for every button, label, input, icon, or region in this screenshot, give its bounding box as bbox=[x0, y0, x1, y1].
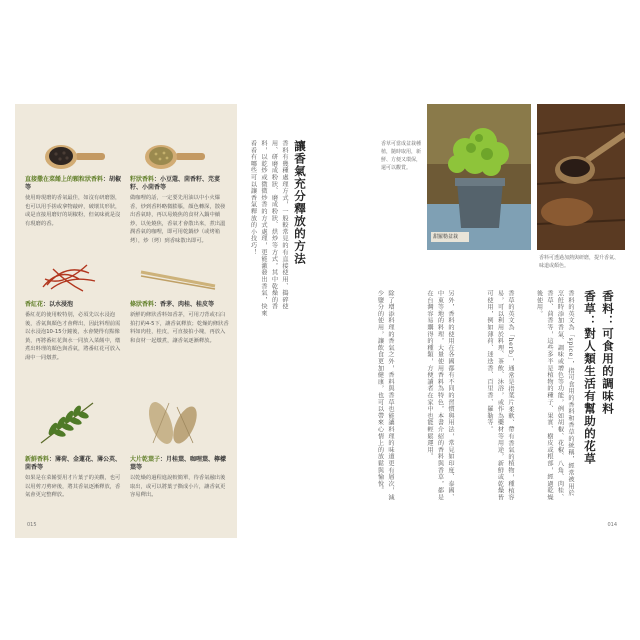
basil-pot-photo bbox=[427, 104, 531, 250]
item-title: ：以水浸泡 bbox=[43, 301, 74, 308]
lemongrass-stalk-image bbox=[139, 264, 219, 294]
item-saffron bbox=[25, 301, 125, 362]
spice-photo-caption: 香料可透過加熱與研磨，提升香氣、味道或顏色。 bbox=[539, 255, 620, 269]
peppercorn-spoon-image bbox=[39, 142, 107, 172]
item-body: 番紅花的使用較特別，必須先以水浸泡後，香氣與顏色才會釋出，因此料理前需以水浸泡10-15分鐘後，水會變得有點像黃，再將番紅花與水一同放入菜餚中，燉煮出料理的顏色與香氣，將番紅花可放入湯中一同燉煮。 bbox=[25, 312, 121, 361]
item-title-highlight: 香紅花 bbox=[25, 301, 44, 308]
left-page bbox=[15, 104, 315, 538]
item-whole-spices bbox=[25, 176, 125, 228]
right-page bbox=[317, 104, 625, 538]
item-body: 使用時現磨的香氣最佳，如沒有研磨器，也可以用手搓或拿物敲碎，破壞其形狀，或是直接用磨好的胡椒粉，但氣味就是沒有現磨的香。 bbox=[25, 195, 121, 227]
right-body-col3: 另外，香料的使用在各國都有不同的習慣與用法，常見如印度、泰國、中東等地的料理，大量使用香料為特色，本書介紹的香料與香草，都是在台灣容易購得的種類，方便讀者在家中也能輕鬆運用。 bbox=[426, 290, 454, 501]
item-body: 以乾燥的過程進說較簡單，待香氣融出後取出，或可以將葉子撕成小片，讓香氣更容易釋出。 bbox=[130, 475, 226, 498]
fresh-herb-sprig-image bbox=[35, 397, 101, 447]
item-title: ：月桂葉、咖哩葉、檸檬葉等 bbox=[130, 456, 227, 471]
right-body-col4: 除了增添料理的香氣之外，香料與香草也能讓料理的味道更有層次，減少鹽分的使用，讓飲食更加健康，也可以帶來心情上的放鬆與愉悅。 bbox=[376, 290, 394, 501]
page-number-right: 014 bbox=[607, 522, 617, 528]
right-body-col2: 香草的英文為「herb」，通常是指葉片柔軟、帶有香氣的植物，種植容易，可以利用於料理、茶飲、沐浴，或作為藥材等用途，新鮮或乾燥皆可使用，例如薄荷、迷迭香、百里香、羅勒等。 bbox=[486, 290, 514, 502]
item-title-highlight: 條狀香料 bbox=[130, 301, 155, 308]
left-intro: 香料有幾種處理方式，一般較常見的有直接使用、搗碎使用、研磨成粉狀、磨成粉狀、烘炒等方式，其中乾燥的香料，以乾炒或微微炒香的方式處理，更能激發出香氣，快來看看有哪些可以讓香氣釋放的小技巧！ bbox=[249, 140, 288, 317]
item-title-highlight: 籽狀香料 bbox=[130, 176, 155, 183]
bay-leaves-image bbox=[137, 397, 207, 449]
saffron-image bbox=[39, 257, 99, 295]
item-body: 做咖哩的話，一定要先用油以中小火爆香，炒到香料略微膨脹，顏色轉深，散發出香氣時，再以易燒焦的食材入鍋中續炒，以免燒焦，香氣才會散出來，煮出溫潤香氣的咖哩，即可用乾鍋炒（或烤箱烤），炒（烤）到香味散出即可。 bbox=[130, 195, 226, 244]
herb-photo-caption: 香草可當成盆栽種植，隨時取用，新鮮、方便又環保，還可以觀賞。 bbox=[381, 141, 422, 171]
item-title-highlight: 大片乾葉子 bbox=[130, 456, 161, 463]
item-title: ：香茅、肉桂、桂皮等 bbox=[154, 301, 215, 308]
right-heading-1: 香料：可食用的調味料 bbox=[601, 290, 615, 415]
book-spread bbox=[15, 104, 625, 538]
page-number-left: 015 bbox=[27, 522, 37, 528]
item-body: 如果是在菜餚要用才片葉子的美觀，也可以用剪刀剪碎後，將其香氣逐漸釋放，香氣會更完整釋放。 bbox=[25, 475, 121, 498]
spice-tips-panel bbox=[15, 104, 237, 538]
item-body: 新鮮的條狀香料如香茅，可用刀背或石臼拍打約4-5下，讓香氣釋放；乾燥的條狀香料如肉桂，桂皮，可直接拍小塊，再放入和食材一起燉煮，讓香氣逐漸釋放。 bbox=[130, 312, 229, 344]
item-title: ：小豆蔻、茴香籽、芫荽籽、小茴香等 bbox=[130, 176, 221, 191]
right-heading-2: 香草：對人類生活有幫助的花草 bbox=[583, 290, 597, 465]
item-seed-spices bbox=[130, 176, 230, 245]
item-fresh-herbs bbox=[25, 456, 125, 500]
left-heading: 讓香氣充分釋放的方法 bbox=[293, 140, 307, 265]
item-stick-spices bbox=[130, 301, 230, 345]
item-title-highlight: 新鮮香料 bbox=[25, 456, 50, 463]
item-title: ：薄荷、金蓮花、薄公英、茴香等 bbox=[25, 456, 122, 471]
right-body-col1: 香料的英文為「spice」，指可食用的香料和香草的統稱，經常被用於烹飪時添加香氣、調味或增色等功能，例如胡椒、花椒、八角、肉桂、香草、茴香等，這些多半是植物的種子、果實、樹皮或根部，經過乾燥後使用。 bbox=[535, 290, 574, 501]
item-title-highlight: 直接撒在菜餚上的顆粒狀香料 bbox=[25, 176, 104, 183]
basil-pot-label: 甜羅勒盆栽 bbox=[433, 234, 459, 240]
spice-spoon-photo bbox=[537, 104, 625, 250]
item-dried-leaves bbox=[130, 456, 230, 500]
seed-spoon-image bbox=[139, 142, 207, 172]
item-title: ：胡椒等 bbox=[25, 176, 122, 191]
